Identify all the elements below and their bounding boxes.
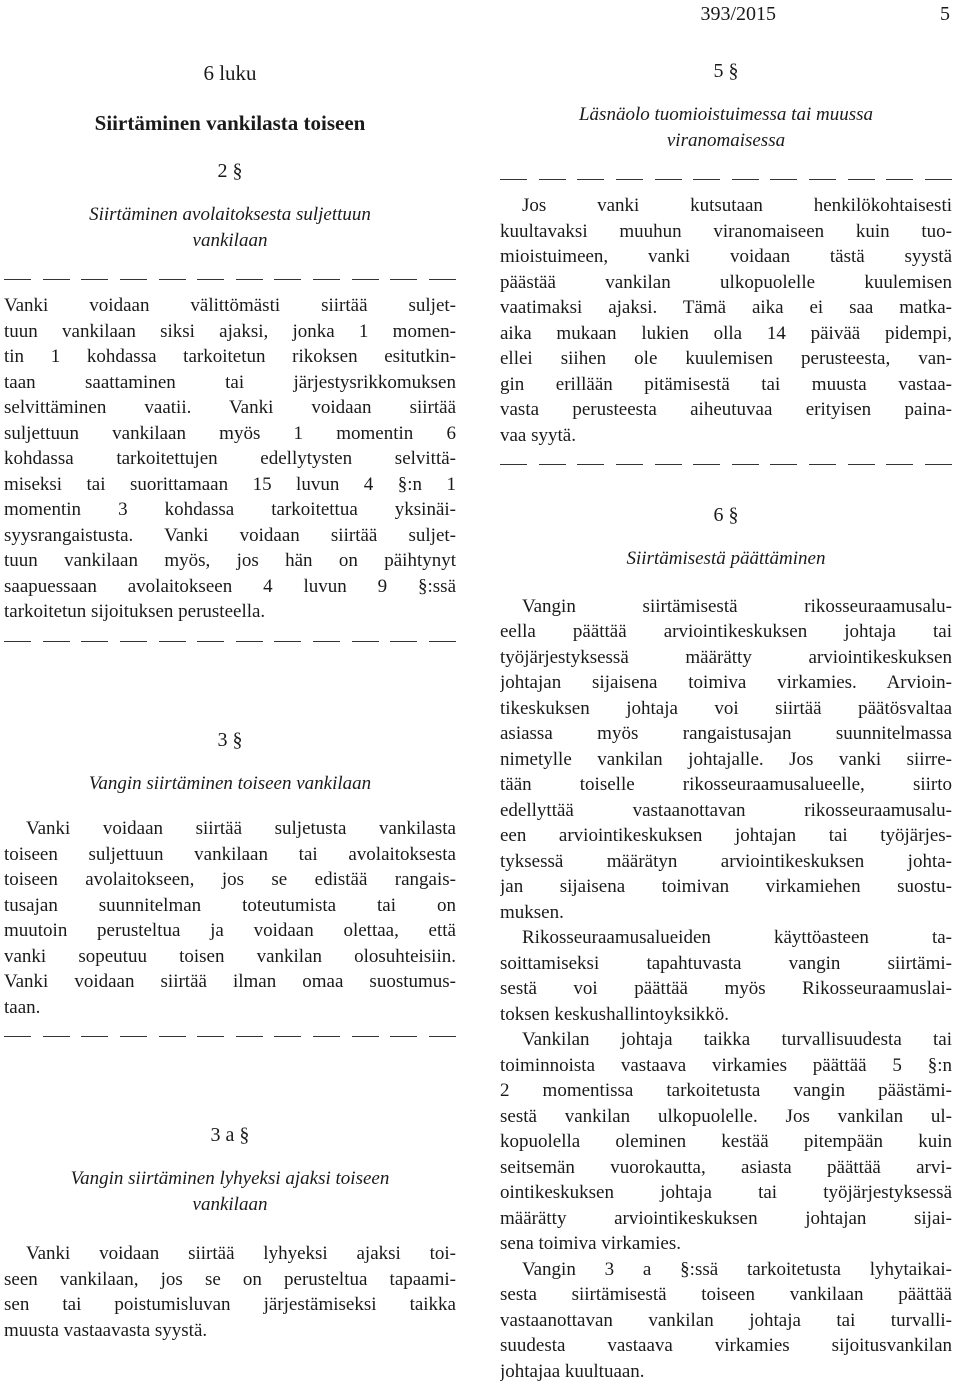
text-line: tuun vankilaan myös, jos hän on päihtynyt — [4, 548, 456, 574]
text-line: tuun vankilaan siksi ajaksi, jonka 1 momen- — [4, 319, 456, 345]
left-column — [4, 58, 456, 1343]
text-line: vaa syytä. — [500, 423, 952, 449]
text-line: tyksessä määrätyn arviointikeskuksen johta- — [500, 849, 952, 875]
title-line: Vangin siirtäminen toiseen vankilaan — [4, 771, 456, 797]
section-3-number: 3 § — [4, 727, 456, 753]
text-line: vastaanottavan vankilan johtaja tai turvalli- — [500, 1308, 952, 1334]
section-2-body — [4, 293, 456, 625]
text-line: tusajan suunnitelman toteutumista tai on — [4, 893, 456, 919]
text-line: eella päättää arviointikeskuksen johtaja tai — [500, 619, 952, 645]
text-line: muksen. — [500, 900, 952, 926]
text-line: syysrangaistusta. Vanki voidaan siirtää suljet- — [4, 523, 456, 549]
text-line: toksen keskushallintoyksikkö. — [500, 1002, 952, 1028]
text-line: toiminnoista vastaava virkamies päättää 5 §:n — [500, 1053, 952, 1079]
text-line: een arviointikeskuksen johtajan tai työjärjes- — [500, 823, 952, 849]
omission-marker — [4, 1026, 456, 1044]
section-3-body — [4, 816, 456, 1020]
text-line: kuultavaksi muuhun viranomaiseen kuin tuo- — [500, 219, 952, 245]
title-line: viranomaisessa — [500, 128, 952, 154]
title-line: Läsnäolo tuomioistuimessa tai muussa — [500, 102, 952, 128]
text-line: johtajaa kuultuaan. — [500, 1359, 952, 1384]
chapter-number: 6 luku — [4, 58, 456, 88]
text-line: Vanki voidaan siirtää ilman omaa suostumus- — [4, 969, 456, 995]
text-line: miseksi tai suorittamaan 15 luvun 4 §:n 1 — [4, 472, 456, 498]
text-line: sestä voi päättää myös Rikosseuraamuslai- — [500, 976, 952, 1002]
text-line: Vanki voidaan siirtää suljetusta vankilasta — [4, 816, 456, 842]
document-number: 393/2015 — [700, 3, 776, 25]
text-line: Vangin siirtämisestä rikosseuraamusalu- — [500, 594, 952, 620]
section-6-paragraph-3 — [500, 1027, 952, 1257]
chapter-title: Siirtäminen vankilasta toiseen — [4, 108, 456, 138]
text-line: seen vankilaan, jos se on perusteltua tapaami- — [4, 1267, 456, 1293]
text-line: Vanki voidaan välittömästi siirtää suljet- — [4, 293, 456, 319]
omission-marker — [4, 631, 456, 649]
text-line: sena toimiva virkamies. — [500, 1231, 952, 1257]
text-line: jan sijaisena toimivan virkamiehen suostu- — [500, 874, 952, 900]
section-5-body — [500, 193, 952, 448]
text-line: vaatimaksi ajaksi. Tämä aika ei saa matka- — [500, 295, 952, 321]
text-line: kohdassa tarkoitettujen edellytysten selvittä- — [4, 446, 456, 472]
section-3a-number: 3 a § — [4, 1122, 456, 1148]
right-column — [500, 58, 952, 1384]
section-6-number: 6 § — [500, 502, 952, 528]
text-line: sen tai poistumisluvan järjestämiseksi taikka — [4, 1292, 456, 1318]
text-line: muusta vastaavasta syystä. — [4, 1318, 456, 1344]
text-line: aika mukaan lukien olla 14 päivää pidempi, — [500, 321, 952, 347]
title-line: Siirtäminen avolaitoksesta suljettuun — [4, 202, 456, 228]
text-line: ellei siihen ole kuulemisen perusteesta, van- — [500, 346, 952, 372]
text-line: taan saattaminen tai järjestysrikkomuksen — [4, 370, 456, 396]
section-2-title — [4, 202, 456, 253]
text-line: kopuolella oleminen kestää pitempään kuin — [500, 1129, 952, 1155]
section-3a-title — [4, 1166, 456, 1217]
text-line: Vangin 3 a §:ssä tarkoitetusta lyhytaikai- — [500, 1257, 952, 1283]
text-line: nimetylle vankilan johtajalle. Jos vanki siirre- — [500, 747, 952, 773]
text-line: edellyttää vastaanottavan rikosseuraamusalu- — [500, 798, 952, 824]
section-5-title — [500, 102, 952, 153]
text-line: mioistuimeen, vanki voidaan tästä syystä — [500, 244, 952, 270]
text-line: gin erillään pitämisestä tai muusta vastaa- — [500, 372, 952, 398]
text-line: soittamiseksi tapahtuvasta vangin siirtämi- — [500, 951, 952, 977]
running-header — [700, 0, 950, 28]
text-line: toiseen suljettuun vankilaan tai avolaitoksesta — [4, 842, 456, 868]
text-line: sesta siirtämisestä toiseen vankilaan päättää — [500, 1282, 952, 1308]
text-line: Rikosseuraamusalueiden käyttöasteen ta- — [500, 925, 952, 951]
text-line: sestä vankilan ulkopuolelle. Jos vankilan ul- — [500, 1104, 952, 1130]
section-2-number: 2 § — [4, 158, 456, 184]
text-line: johtajan sijaisena toimiva virkamies. Arvioin- — [500, 670, 952, 696]
text-line: päästää vankilan ulkopuolelle kuulemisen — [500, 270, 952, 296]
text-line: saapuessaan avolaitokseen 4 luvun 9 §:ssä — [4, 574, 456, 600]
omission-marker — [4, 269, 456, 287]
text-line: tään toiselle rikosseuraamusalueelle, siirto — [500, 772, 952, 798]
text-line: tikeskuksen johtaja voi siirtää päätösvaltaa — [500, 696, 952, 722]
text-line: ointikeskuksen johtaja tai työjärjestyksessä — [500, 1180, 952, 1206]
text-line: tarkoitetun sijoituksen perusteella. — [4, 599, 456, 625]
section-6-paragraph-2 — [500, 925, 952, 1027]
text-line: toiseen avolaitokseen, jos se edistää rangais- — [4, 867, 456, 893]
text-line: Jos vanki kutsutaan henkilökohtaisesti — [500, 193, 952, 219]
text-line: 2 momentissa tarkoitetusta vangin päästämi- — [500, 1078, 952, 1104]
text-line: suudesta vastaava virkamies sijoitusvankilan — [500, 1333, 952, 1359]
section-6-title — [500, 546, 952, 572]
text-line: selvittäminen vaatii. Vanki voidaan siirtää — [4, 395, 456, 421]
text-line: momentin 3 kohdassa tarkoitettua yksinäi- — [4, 497, 456, 523]
text-line: taan. — [4, 995, 456, 1021]
text-line: Vankilan johtaja taikka turvallisuudesta tai — [500, 1027, 952, 1053]
section-6-paragraph-1 — [500, 594, 952, 926]
text-line: vasta perusteesta aiheutuvaa erityisen paina- — [500, 397, 952, 423]
section-5-number: 5 § — [500, 58, 952, 84]
text-line: määrätty arviointikeskuksen johtajan sijai- — [500, 1206, 952, 1232]
title-line: vankilaan — [4, 228, 456, 254]
section-6-paragraph-4 — [500, 1257, 952, 1384]
text-line: muutoin perusteltua ja voidaan olettaa, että — [4, 918, 456, 944]
text-line: Vanki voidaan siirtää lyhyeksi ajaksi toi- — [4, 1241, 456, 1267]
title-line: Vangin siirtäminen lyhyeksi ajaksi toiseen — [4, 1166, 456, 1192]
omission-marker — [500, 454, 952, 472]
title-line: vankilaan — [4, 1192, 456, 1218]
section-3a-body — [4, 1241, 456, 1343]
text-line: asiassa myös rangaistusajan suunnitelmassa — [500, 721, 952, 747]
text-line: työjärjestyksessä määrätty arviointikeskuksen — [500, 645, 952, 671]
omission-marker — [500, 169, 952, 187]
text-line: vanki sopeutuu toisen vankilan olosuhteisiin. — [4, 944, 456, 970]
page-number: 5 — [940, 0, 950, 28]
text-line: seitsemän vuorokautta, asiasta päättää arvi- — [500, 1155, 952, 1181]
section-3-title — [4, 771, 456, 797]
text-line: suljettuun vankilaan myös 1 momentin 6 — [4, 421, 456, 447]
title-line: Siirtämisestä päättäminen — [500, 546, 952, 572]
text-line: tin 1 kohdassa tarkoitetun rikoksen esitutkin- — [4, 344, 456, 370]
